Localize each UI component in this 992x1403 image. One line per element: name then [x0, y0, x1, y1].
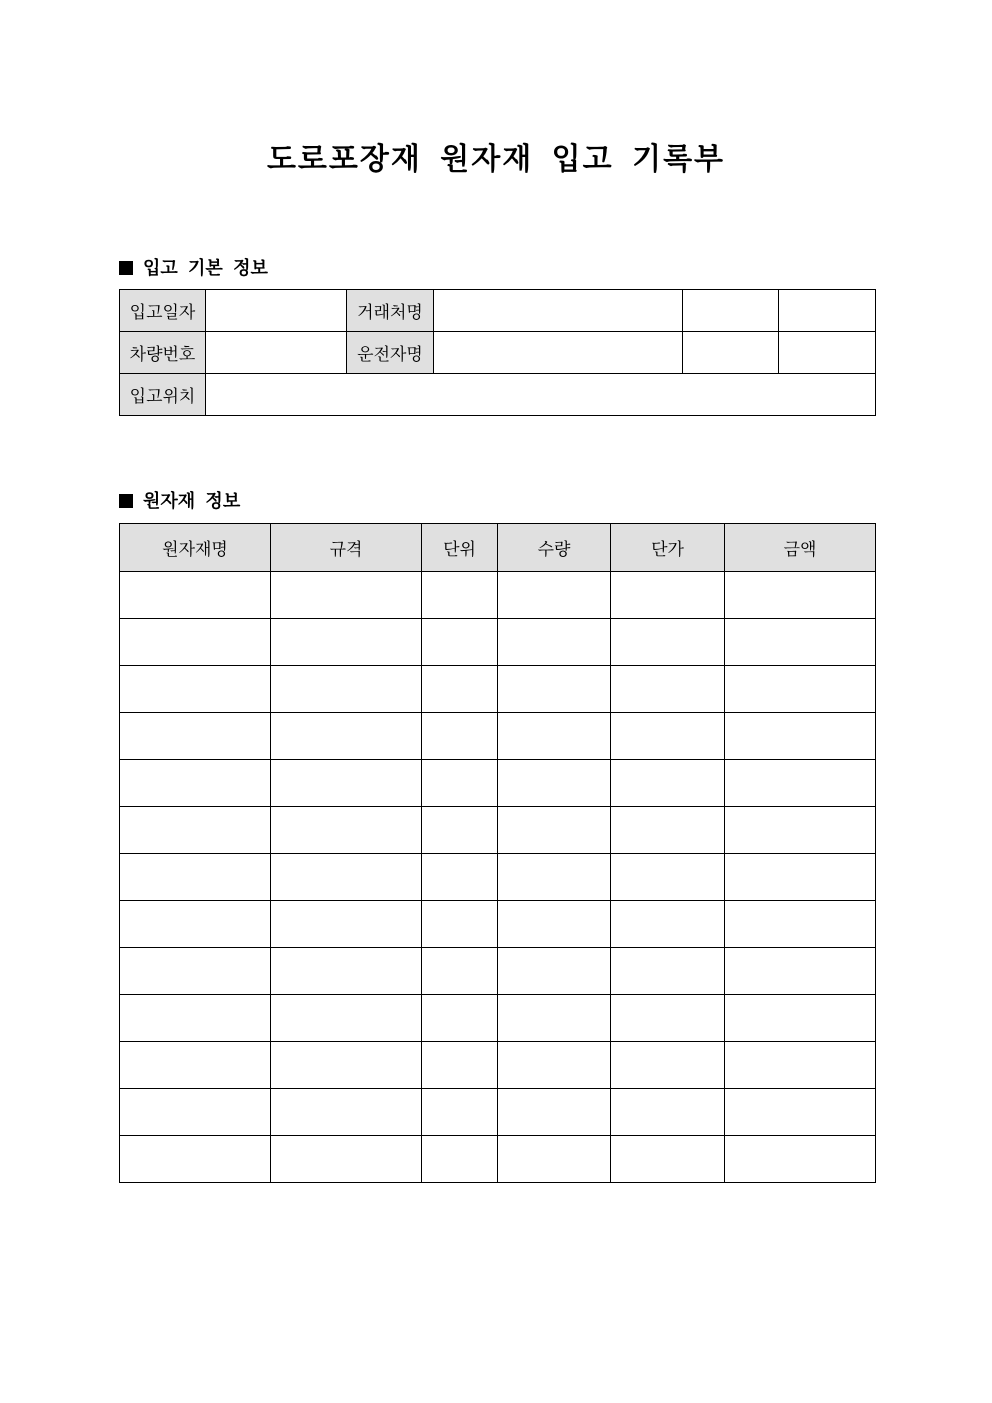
- square-bullet-icon: [119, 494, 133, 508]
- spec-cell[interactable]: [271, 760, 422, 807]
- basic-info-row: [120, 290, 876, 332]
- page-title: 도로포장재 원자재 입고 기록부: [266, 142, 726, 177]
- table-row: [120, 1089, 876, 1136]
- quantity-cell[interactable]: [498, 572, 611, 619]
- spec-cell[interactable]: [271, 995, 422, 1042]
- table-row: [120, 901, 876, 948]
- table-row: [120, 995, 876, 1042]
- unit-price-cell[interactable]: [611, 995, 725, 1042]
- unit-price-cell[interactable]: [611, 1089, 725, 1136]
- material-info-table: [119, 523, 876, 1183]
- amount-cell[interactable]: [725, 901, 876, 948]
- amount-cell[interactable]: [725, 619, 876, 666]
- material-name-cell[interactable]: [120, 1042, 271, 1089]
- basic-info-row: [120, 374, 876, 416]
- spec-cell[interactable]: [271, 948, 422, 995]
- receipt-date-field[interactable]: [206, 290, 347, 332]
- amount-cell[interactable]: [725, 1136, 876, 1183]
- quantity-cell[interactable]: [498, 666, 611, 713]
- unit-cell[interactable]: [422, 619, 498, 666]
- basic-info-table: [119, 289, 876, 416]
- amount-cell[interactable]: [725, 948, 876, 995]
- material-info-heading-text: 원자재 정보: [143, 491, 241, 512]
- extra-field[interactable]: [683, 332, 779, 374]
- table-row: [120, 572, 876, 619]
- table-row: [120, 854, 876, 901]
- column-header-quantity: 수량: [498, 524, 611, 572]
- unit-price-cell[interactable]: [611, 1042, 725, 1089]
- table-header-row: [120, 524, 876, 572]
- column-header-unit: 단위: [422, 524, 498, 572]
- material-name-cell[interactable]: [120, 807, 271, 854]
- column-header-unit-price: 단가: [611, 524, 725, 572]
- table-row: [120, 1136, 876, 1183]
- driver-name-field[interactable]: [434, 332, 683, 374]
- unit-cell[interactable]: [422, 760, 498, 807]
- spec-cell[interactable]: [271, 1089, 422, 1136]
- quantity-cell[interactable]: [498, 1136, 611, 1183]
- square-bullet-icon: [119, 261, 133, 275]
- spec-cell[interactable]: [271, 666, 422, 713]
- unit-cell[interactable]: [422, 666, 498, 713]
- unit-price-cell[interactable]: [611, 572, 725, 619]
- material-name-cell[interactable]: [120, 619, 271, 666]
- amount-cell[interactable]: [725, 995, 876, 1042]
- unit-price-cell[interactable]: [611, 1136, 725, 1183]
- material-name-cell[interactable]: [120, 760, 271, 807]
- unit-cell[interactable]: [422, 572, 498, 619]
- quantity-cell[interactable]: [498, 760, 611, 807]
- amount-cell[interactable]: [725, 854, 876, 901]
- unit-cell[interactable]: [422, 1089, 498, 1136]
- material-table-body: [120, 572, 876, 1183]
- extra-field[interactable]: [779, 290, 876, 332]
- unit-price-cell[interactable]: [611, 854, 725, 901]
- spec-cell[interactable]: [271, 854, 422, 901]
- spec-cell[interactable]: [271, 572, 422, 619]
- material-name-cell[interactable]: [120, 948, 271, 995]
- spec-cell[interactable]: [271, 807, 422, 854]
- unit-cell[interactable]: [422, 1136, 498, 1183]
- quantity-cell[interactable]: [498, 619, 611, 666]
- receipt-location-label: 입고위치: [120, 374, 206, 416]
- material-name-cell[interactable]: [120, 854, 271, 901]
- amount-cell[interactable]: [725, 666, 876, 713]
- table-row: [120, 760, 876, 807]
- receipt-location-field[interactable]: [206, 374, 876, 416]
- unit-cell[interactable]: [422, 1042, 498, 1089]
- column-header-material-name: 원자재명: [120, 524, 271, 572]
- quantity-cell[interactable]: [498, 807, 611, 854]
- material-name-cell[interactable]: [120, 1089, 271, 1136]
- unit-cell[interactable]: [422, 713, 498, 760]
- quantity-cell[interactable]: [498, 1089, 611, 1136]
- material-name-cell[interactable]: [120, 572, 271, 619]
- table-row: [120, 713, 876, 760]
- unit-cell[interactable]: [422, 807, 498, 854]
- vehicle-number-label: 차량번호: [120, 332, 206, 374]
- amount-cell[interactable]: [725, 572, 876, 619]
- column-header-amount: 금액: [725, 524, 876, 572]
- unit-cell[interactable]: [422, 995, 498, 1042]
- spec-cell[interactable]: [271, 713, 422, 760]
- amount-cell[interactable]: [725, 713, 876, 760]
- supplier-name-label: 거래처명: [347, 290, 434, 332]
- unit-price-cell[interactable]: [611, 713, 725, 760]
- material-name-cell[interactable]: [120, 995, 271, 1042]
- unit-cell[interactable]: [422, 901, 498, 948]
- quantity-cell[interactable]: [498, 948, 611, 995]
- supplier-name-field[interactable]: [434, 290, 683, 332]
- unit-price-cell[interactable]: [611, 619, 725, 666]
- unit-price-cell[interactable]: [611, 760, 725, 807]
- spec-cell[interactable]: [271, 619, 422, 666]
- quantity-cell[interactable]: [498, 901, 611, 948]
- spec-cell[interactable]: [271, 1042, 422, 1089]
- unit-price-cell[interactable]: [611, 948, 725, 995]
- material-name-cell[interactable]: [120, 666, 271, 713]
- amount-cell[interactable]: [725, 807, 876, 854]
- table-row: [120, 619, 876, 666]
- unit-price-cell[interactable]: [611, 807, 725, 854]
- table-row: [120, 666, 876, 713]
- driver-name-label: 운전자명: [347, 332, 434, 374]
- basic-info-row: [120, 332, 876, 374]
- material-name-cell[interactable]: [120, 713, 271, 760]
- vehicle-number-field[interactable]: [206, 332, 347, 374]
- receipt-date-label: 입고일자: [120, 290, 206, 332]
- table-row: [120, 948, 876, 995]
- amount-cell[interactable]: [725, 1042, 876, 1089]
- quantity-cell[interactable]: [498, 713, 611, 760]
- table-row: [120, 807, 876, 854]
- unit-cell[interactable]: [422, 948, 498, 995]
- extra-field[interactable]: [683, 290, 779, 332]
- material-info-heading: [119, 487, 240, 513]
- extra-field[interactable]: [779, 332, 876, 374]
- unit-cell[interactable]: [422, 854, 498, 901]
- material-name-cell[interactable]: [120, 1136, 271, 1183]
- amount-cell[interactable]: [725, 1089, 876, 1136]
- spec-cell[interactable]: [271, 901, 422, 948]
- unit-price-cell[interactable]: [611, 666, 725, 713]
- spec-cell[interactable]: [271, 1136, 422, 1183]
- material-name-cell[interactable]: [120, 901, 271, 948]
- quantity-cell[interactable]: [498, 995, 611, 1042]
- basic-info-heading: [119, 254, 268, 280]
- unit-price-cell[interactable]: [611, 901, 725, 948]
- amount-cell[interactable]: [725, 760, 876, 807]
- table-row: [120, 1042, 876, 1089]
- quantity-cell[interactable]: [498, 1042, 611, 1089]
- basic-info-heading-text: 입고 기본 정보: [143, 258, 268, 279]
- column-header-spec: 규격: [271, 524, 422, 572]
- quantity-cell[interactable]: [498, 854, 611, 901]
